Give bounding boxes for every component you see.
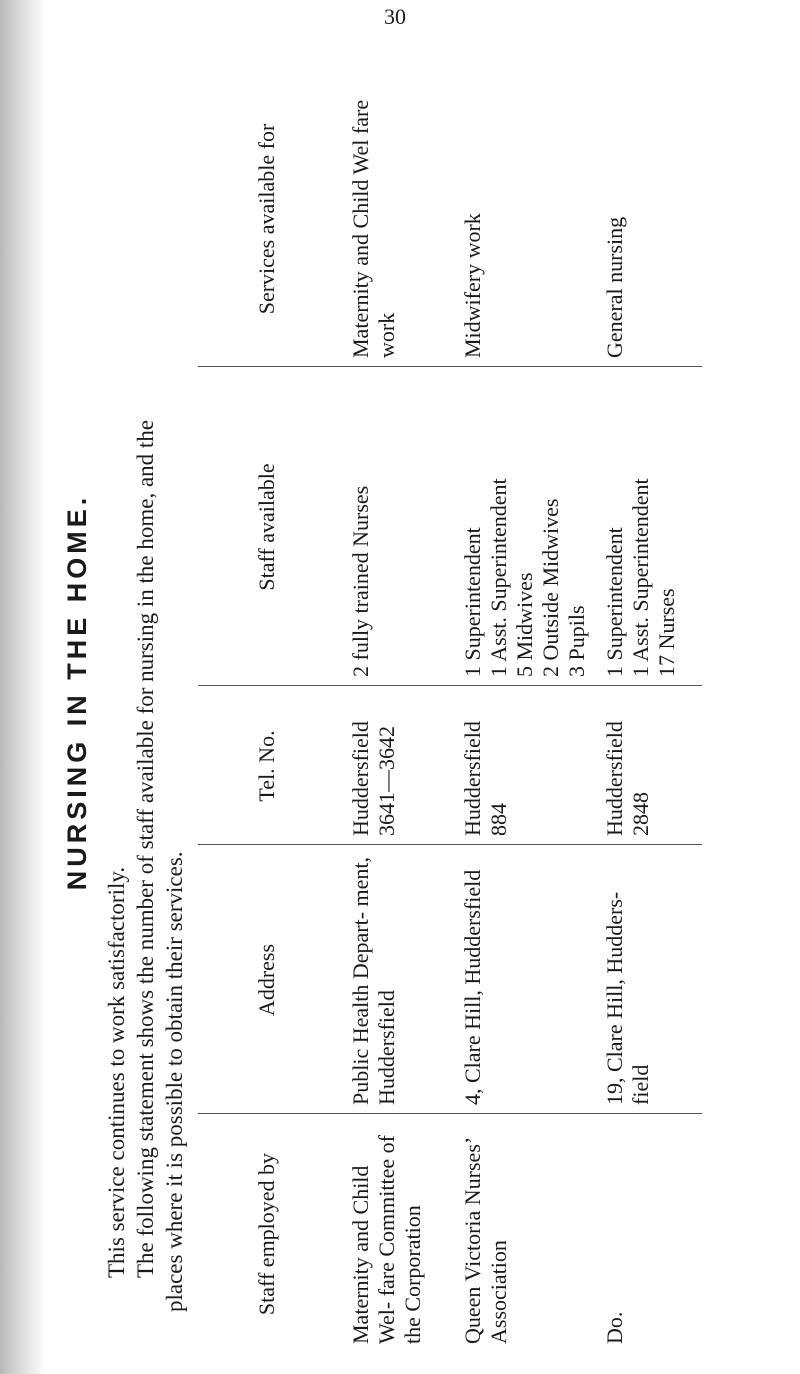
cell-tel	[336, 686, 448, 845]
cell-address: Public Health Depart- ment, Huddersfield	[336, 845, 448, 1114]
tel-line: 2848	[628, 792, 653, 836]
cell-staff	[336, 367, 448, 686]
header-address: Address	[198, 845, 336, 1114]
header-staff: Staff available	[198, 367, 336, 686]
cell-tel	[590, 686, 702, 845]
table-header-row	[198, 70, 336, 1352]
intro-line-1: This service continues to work satisfactorily.	[104, 866, 129, 1278]
cell-address: 4, Clare Hill, Huddersfield	[448, 845, 590, 1114]
tel-line: 3641—3642	[374, 726, 399, 836]
cell-staff	[590, 367, 702, 686]
tel-line: Huddersfield	[348, 721, 373, 836]
table-row	[448, 70, 590, 1352]
table-row	[336, 70, 448, 1352]
cell-staff	[448, 367, 590, 686]
cell-address: 19, Clare Hill, Hudders- field	[590, 845, 702, 1114]
tel-line: Huddersfield	[460, 721, 485, 836]
staff-line: 1 Superintendent	[460, 527, 485, 677]
staff-line: 17 Nurses	[654, 588, 679, 677]
intro-line-2: The following statement shows the number of staff available for nursing in the home, and the	[133, 419, 158, 1278]
cell-employed-by: Do.	[602, 1311, 627, 1344]
cell-services: Maternity and Child Wel fare work	[336, 70, 448, 367]
staff-line: 2 fully trained Nurses	[348, 485, 373, 677]
header-services: Services available for	[198, 70, 336, 367]
cell-employed-by: Queen Victoria Nurses’ Association	[460, 1138, 511, 1344]
staff-line: 5 Midwives	[512, 572, 537, 677]
staff-line: 1 Asst. Superintendent	[628, 478, 653, 677]
staff-table	[198, 70, 702, 1352]
staff-line: 3 Pupils	[564, 605, 589, 677]
intro-paragraph	[102, 92, 189, 1312]
page-edge-shadow	[0, 0, 46, 1374]
table-row	[590, 70, 702, 1352]
intro-line-3: places where it is possible to obtain their services.	[162, 851, 187, 1312]
cell-tel	[448, 686, 590, 845]
rotated-page-content	[56, 70, 756, 1352]
page-number: 30	[384, 4, 406, 29]
cell-employed-by: Maternity and Child Wel- fare Committee of the Corporation	[348, 1135, 425, 1344]
section-heading: NURSING IN THE HOME.	[62, 493, 92, 891]
staff-line: 1 Superintendent	[602, 527, 627, 677]
staff-line: 2 Outside Midwives	[538, 498, 563, 677]
tel-line: Huddersfield	[602, 721, 627, 836]
cell-services: General nursing	[590, 70, 702, 367]
header-tel: Tel. No.	[198, 686, 336, 845]
cell-services: Midwifery work	[448, 70, 590, 367]
staff-line: 1 Asst. Superintendent	[486, 478, 511, 677]
tel-line: 884	[486, 803, 511, 836]
header-employed-by: Staff employed by	[254, 1152, 279, 1316]
